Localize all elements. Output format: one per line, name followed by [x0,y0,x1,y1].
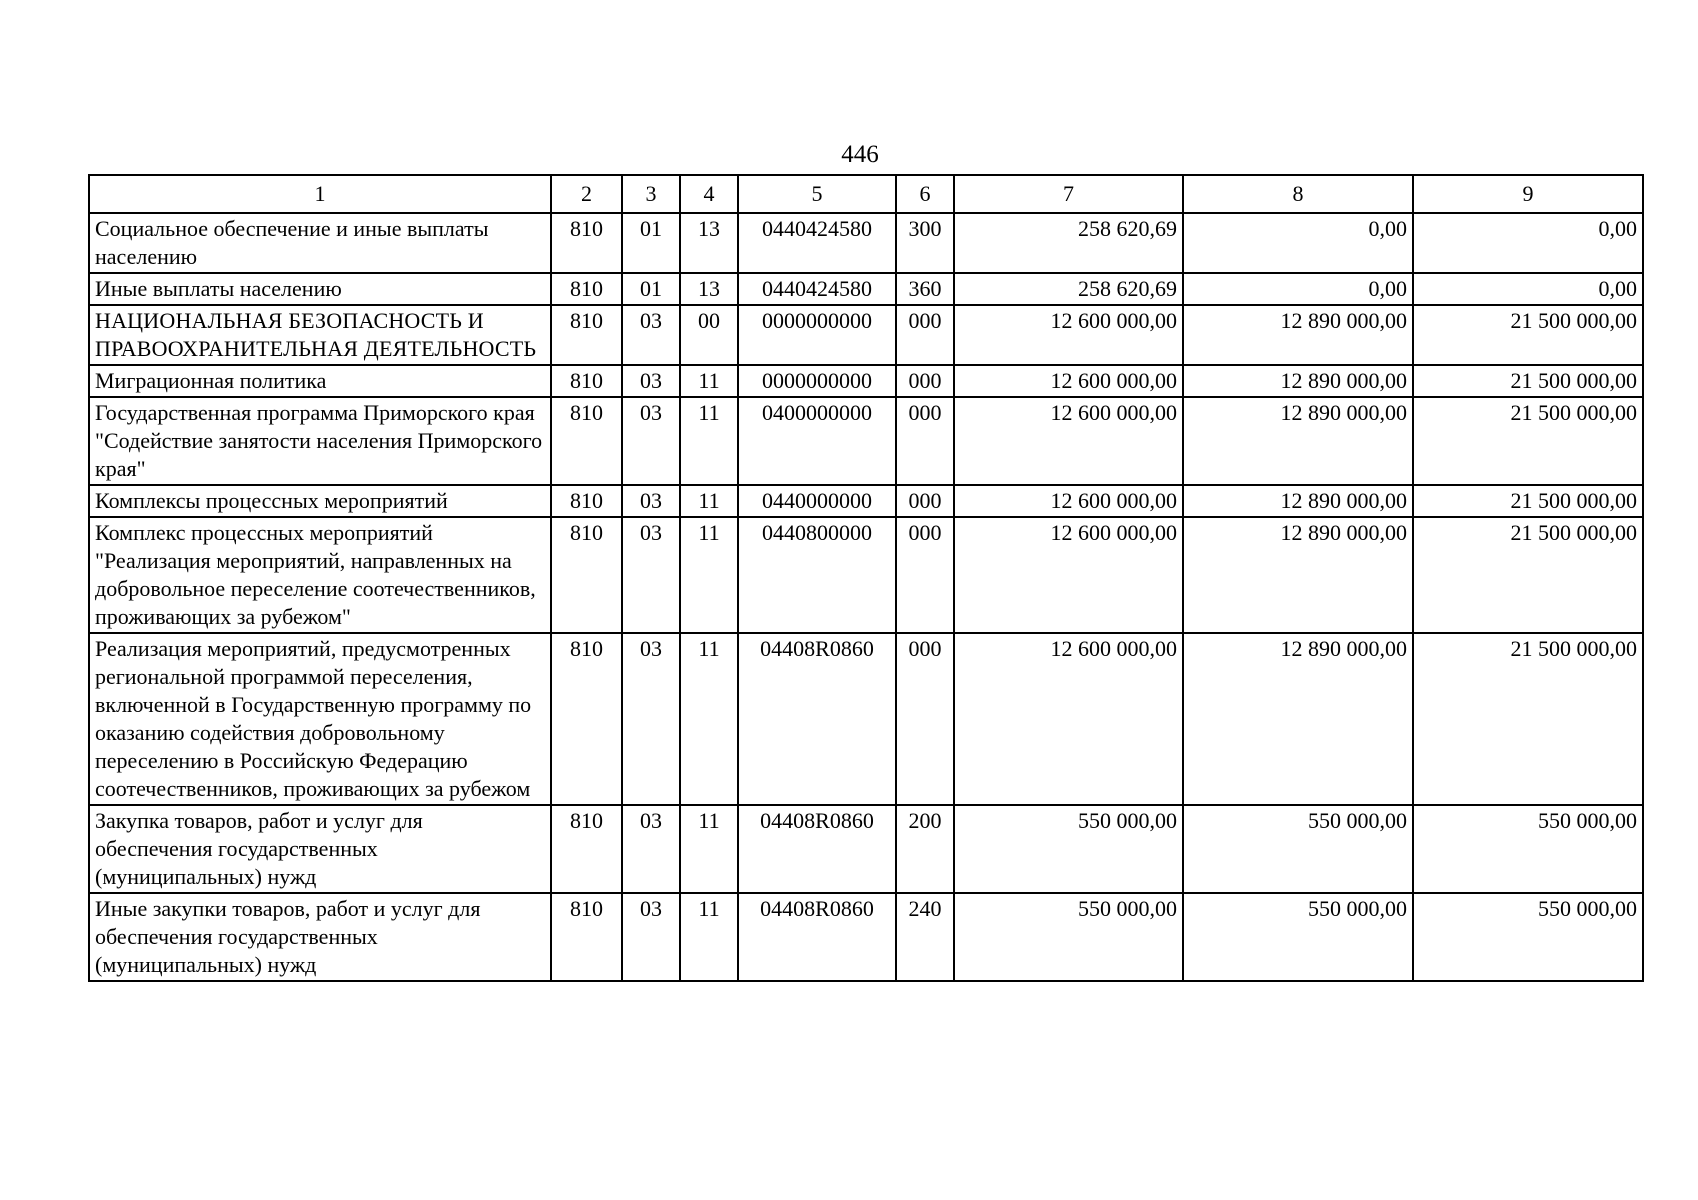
amount-col-7: 12 600 000,00 [954,485,1183,517]
expense-type-code: 200 [896,805,954,893]
amount-col-7: 12 600 000,00 [954,633,1183,805]
column-header: 7 [954,175,1183,213]
amount-col-7: 258 620,69 [954,273,1183,305]
expense-type-code: 000 [896,633,954,805]
page-number: 446 [841,141,879,168]
grbs-code: 810 [551,633,622,805]
table-row [89,485,1643,517]
amount-col-9: 21 500 000,00 [1413,485,1643,517]
expense-type-code: 000 [896,517,954,633]
column-header: 5 [738,175,896,213]
row-name: Комплекс процессных мероприятий "Реализация мероприятий, направленных на добровольное переселение соотечественников, проживающих за рубежом" [89,517,551,633]
expense-type-code: 360 [896,273,954,305]
amount-col-8: 12 890 000,00 [1183,397,1413,485]
amount-col-8: 0,00 [1183,273,1413,305]
table-row [89,273,1643,305]
amount-col-7: 258 620,69 [954,213,1183,273]
subsection-code: 11 [680,485,738,517]
section-code: 03 [622,517,680,633]
expense-type-code: 000 [896,305,954,365]
target-article-code: 0440424580 [738,213,896,273]
target-article-code: 0440424580 [738,273,896,305]
table-row [89,397,1643,485]
row-name: Закупка товаров, работ и услуг для обеспечения государственных (муниципальных) нужд [89,805,551,893]
table-row [89,633,1643,805]
target-article-code: 0000000000 [738,305,896,365]
column-header: 4 [680,175,738,213]
section-code: 03 [622,893,680,981]
section-code: 03 [622,633,680,805]
table-row [89,517,1643,633]
amount-col-9: 21 500 000,00 [1413,397,1643,485]
target-article-code: 0400000000 [738,397,896,485]
section-code: 03 [622,365,680,397]
section-code: 03 [622,305,680,365]
section-code: 03 [622,397,680,485]
column-header: 2 [551,175,622,213]
table-row [89,893,1643,981]
amount-col-7: 12 600 000,00 [954,365,1183,397]
section-code: 01 [622,213,680,273]
row-name: Государственная программа Приморского края "Содействие занятости населения Приморского края" [89,397,551,485]
row-name: Иные выплаты населению [89,273,551,305]
amount-col-7: 550 000,00 [954,893,1183,981]
amount-col-9: 550 000,00 [1413,805,1643,893]
amount-col-8: 550 000,00 [1183,805,1413,893]
column-header: 3 [622,175,680,213]
amount-col-9: 21 500 000,00 [1413,305,1643,365]
target-article-code: 0000000000 [738,365,896,397]
table-row [89,213,1643,273]
amount-col-9: 0,00 [1413,273,1643,305]
column-header: 8 [1183,175,1413,213]
column-header: 1 [89,175,551,213]
amount-col-8: 12 890 000,00 [1183,305,1413,365]
amount-col-8: 12 890 000,00 [1183,485,1413,517]
subsection-code: 11 [680,805,738,893]
amount-col-9: 21 500 000,00 [1413,633,1643,805]
section-code: 03 [622,805,680,893]
target-article-code: 0440000000 [738,485,896,517]
grbs-code: 810 [551,893,622,981]
budget-table [88,174,1644,982]
row-name: НАЦИОНАЛЬНАЯ БЕЗОПАСНОСТЬ И ПРАВООХРАНИТЕЛЬНАЯ ДЕЯТЕЛЬНОСТЬ [89,305,551,365]
row-name: Социальное обеспечение и иные выплаты населению [89,213,551,273]
subsection-code: 00 [680,305,738,365]
row-name: Комплексы процессных мероприятий [89,485,551,517]
amount-col-8: 12 890 000,00 [1183,365,1413,397]
column-header: 6 [896,175,954,213]
subsection-code: 11 [680,365,738,397]
amount-col-9: 0,00 [1413,213,1643,273]
grbs-code: 810 [551,397,622,485]
target-article-code: 04408R0860 [738,633,896,805]
target-article-code: 0440800000 [738,517,896,633]
column-header: 9 [1413,175,1643,213]
expense-type-code: 300 [896,213,954,273]
subsection-code: 11 [680,397,738,485]
grbs-code: 810 [551,485,622,517]
amount-col-9: 21 500 000,00 [1413,365,1643,397]
grbs-code: 810 [551,213,622,273]
amount-col-7: 12 600 000,00 [954,397,1183,485]
expense-type-code: 000 [896,365,954,397]
section-code: 01 [622,273,680,305]
amount-col-7: 12 600 000,00 [954,305,1183,365]
amount-col-9: 550 000,00 [1413,893,1643,981]
target-article-code: 04408R0860 [738,805,896,893]
expense-type-code: 240 [896,893,954,981]
grbs-code: 810 [551,365,622,397]
amount-col-8: 12 890 000,00 [1183,517,1413,633]
amount-col-8: 550 000,00 [1183,893,1413,981]
table-row [89,805,1643,893]
table-row [89,365,1643,397]
amount-col-7: 550 000,00 [954,805,1183,893]
grbs-code: 810 [551,305,622,365]
grbs-code: 810 [551,805,622,893]
subsection-code: 11 [680,893,738,981]
expense-type-code: 000 [896,485,954,517]
row-name: Миграционная политика [89,365,551,397]
row-name: Иные закупки товаров, работ и услуг для обеспечения государственных (муниципальных) нужд [89,893,551,981]
target-article-code: 04408R0860 [738,893,896,981]
subsection-code: 11 [680,517,738,633]
subsection-code: 13 [680,213,738,273]
amount-col-7: 12 600 000,00 [954,517,1183,633]
amount-col-9: 21 500 000,00 [1413,517,1643,633]
table-row [89,305,1643,365]
subsection-code: 13 [680,273,738,305]
header-row [89,175,1643,213]
amount-col-8: 0,00 [1183,213,1413,273]
expense-type-code: 000 [896,397,954,485]
amount-col-8: 12 890 000,00 [1183,633,1413,805]
subsection-code: 11 [680,633,738,805]
grbs-code: 810 [551,517,622,633]
grbs-code: 810 [551,273,622,305]
row-name: Реализация мероприятий, предусмотренных региональной программой переселения, включенной в Государственную программу по оказанию содействия добровольному переселению в Российскую Федерацию соотечественников, проживающих за рубежом [89,633,551,805]
section-code: 03 [622,485,680,517]
